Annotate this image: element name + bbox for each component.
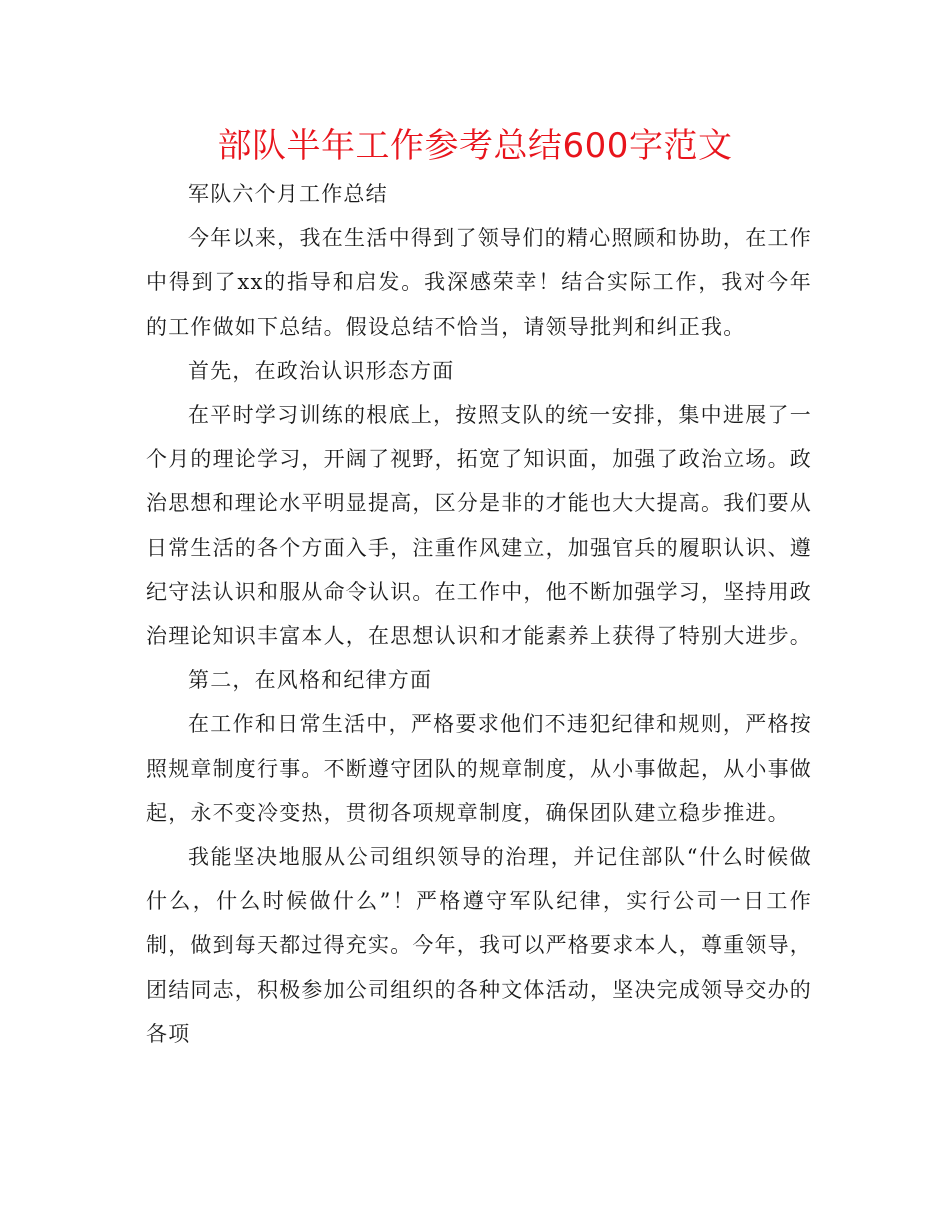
body-paragraph: 在平时学习训练的根底上，按照支队的统一安排，集中进展了一个月的理论学习，开阔了视野，拓宽了知识面，加强了政治立场。政治思想和理论水平明显提高，区分是非的才能也大大提高。我们要从日常生活的各个方面入手，注重作风建立，加强官兵的履职认识、遵纪守法认识和服从命令认识。在工作中，他不断加强学习，坚持用政治理论知识丰富本人，在思想认识和才能素养上获得了特别大进步。 [146,403,812,649]
section-heading: 首先，在政治认识形态方面 [188,358,455,383]
document-body [146,172,812,1056]
body-paragraph: 今年以来，我在生活中得到了领导们的精心照顾和协助，在工作中得到了xx的指导和启发。我深感荣幸！结合实际工作，我对今年的工作做如下总结。假设总结不恰当，请领导批判和纠正我。 [146,226,812,339]
document-title: 部队半年工作参考总结600字范文 [217,126,733,166]
section-heading: 第二，在风格和纪律方面 [188,668,433,693]
section-heading: 军队六个月工作总结 [188,182,388,206]
body-paragraph: 在工作和日常生活中，严格要求他们不违犯纪律和规则，严格按照规章制度行事。不断遵守团队的规章制度，从小事做起，从小事做起，永不变冷变热，贯彻各项规章制度，确保团队建立稳步推进。 [146,712,812,825]
body-paragraph: 我能坚决地服从公司组织领导的治理，并记住部队“什么时候做什么，什么时候做什么”！严格遵守军队纪律，实行公司一日工作制，做到每天都过得充实。今年，我可以严格要求本人，尊重领导，团结同志，积极参加公司组织的各种文体活动，坚决完成领导交办的各项 [146,845,812,1046]
